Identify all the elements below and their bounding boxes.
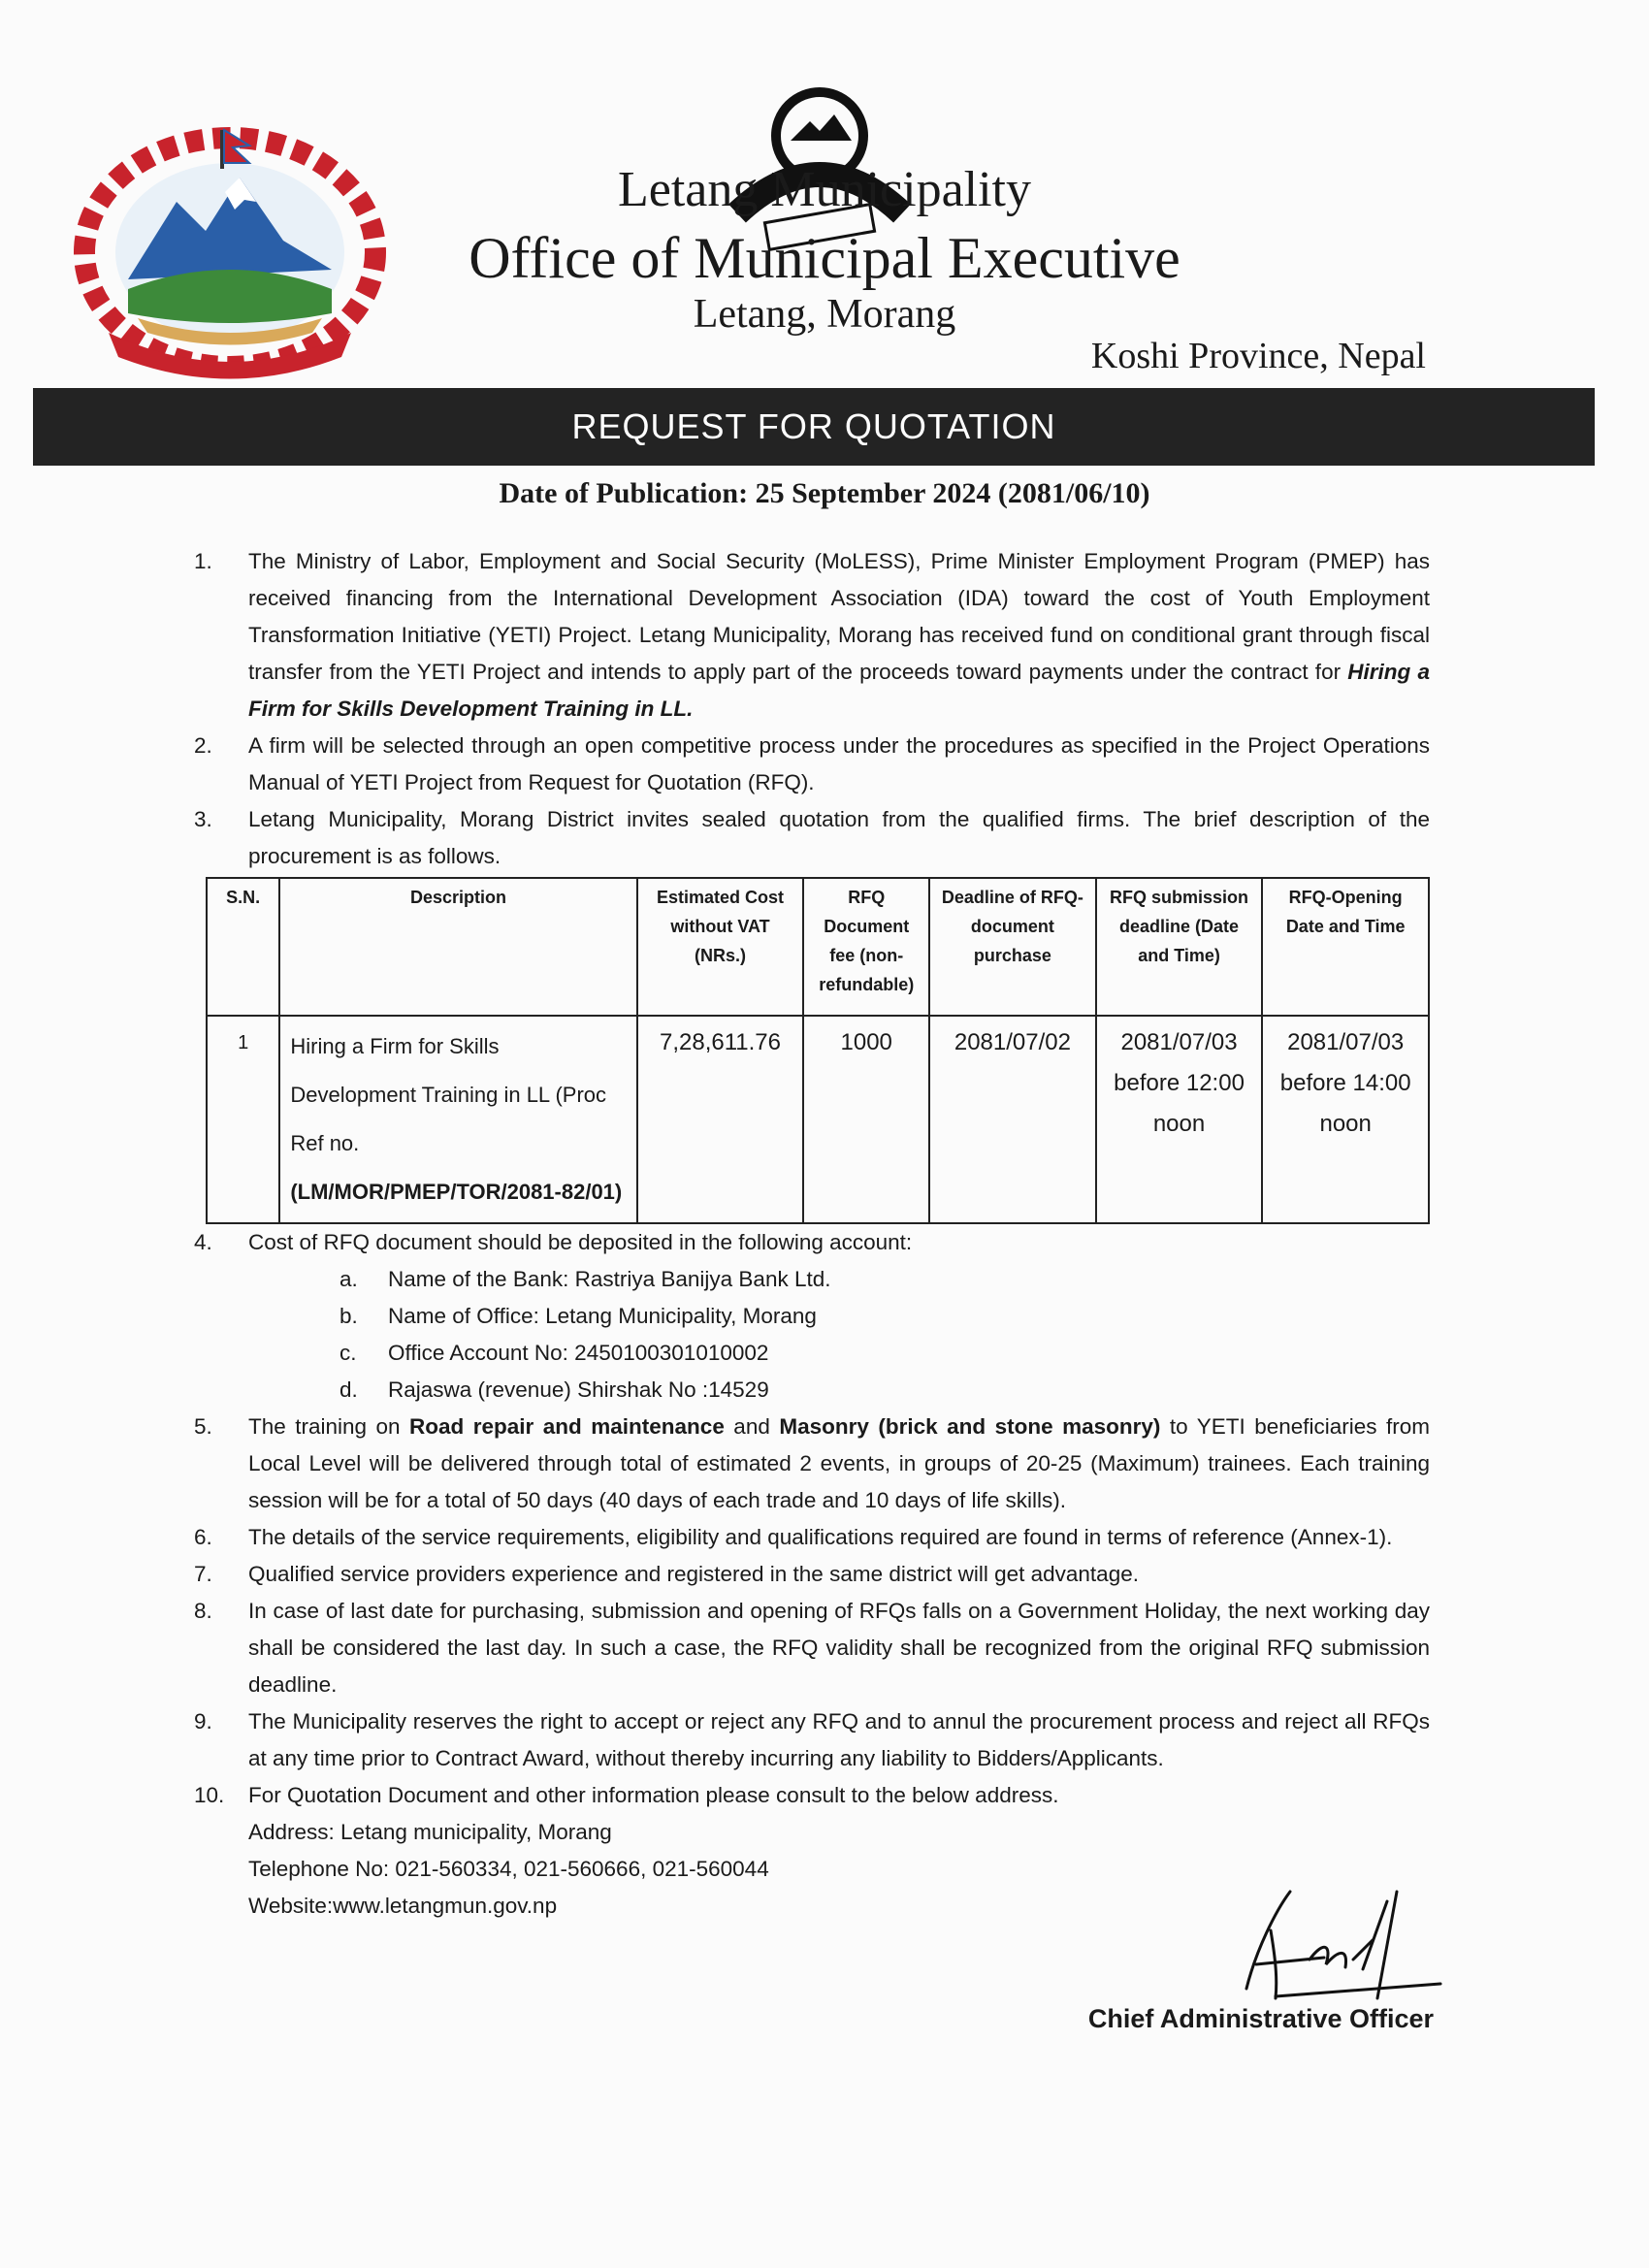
bank-detail-item: c. Office Account No: 2450100301010002 — [340, 1341, 769, 1365]
list-item: 10. For Quotation Document and other information please consult to the below address. Address: Letang municipality, Morang Telephone No: 021-560334, 021-560666, 021-560044 Website:www.letangmun.gov.np — [194, 1783, 1059, 1918]
bank-detail-item: b. Name of Office: Letang Municipality, Morang — [340, 1304, 817, 1328]
signatory-title: Chief Administrative Officer — [1087, 2004, 1434, 2033]
table-row: 1 Hiring a Firm for Skills Development Training in LL (Proc Ref no. (LM/MOR/PMEP/TOR/2081-82/01) 7,28,611.76 1000 2081/07/02 2081/07/03 before 12:00 noon 2081/07/03 before 14:00 noon — [207, 1016, 1429, 1223]
bank-detail-item: a. Name of the Bank: Rastriya Banijya Bank Ltd. — [340, 1267, 831, 1291]
municipality-name: Letang Municipality — [617, 162, 1031, 217]
col-description: Description — [279, 878, 636, 1016]
province-label: Koshi Province, Nepal — [1090, 336, 1426, 376]
office-name: Office of Municipal Executive — [469, 226, 1180, 290]
office-location: Letang, Morang — [693, 292, 956, 337]
contact-website: Website:www.letangmun.gov.np — [248, 1894, 558, 1918]
bank-detail-item: d. Rajaswa (revenue) Shirshak No :14529 — [340, 1377, 769, 1402]
col-deadline-submission: RFQ submission deadline (Date and Time) — [1096, 878, 1263, 1016]
list-item: 1. The Ministry of Labor, Employment and Social Security (MoLESS), Prime Minister Employment Program (PMEP) has received financing from the International Development Association (IDA) toward the cost of Youth Employment Transformation Initiative (YETI) Project. Letang Municipality, Morang has received fund on conditional grant through fiscal transfer from the YETI Project and intends to apply part of the proceeds toward payments under the contract for Hiring a Firm for Skills Development Training in LL. — [194, 549, 1430, 721]
col-deadline-purchase: Deadline of RFQ-document purchase — [929, 878, 1096, 1016]
contact-phone: Telephone No: 021-560334, 021-560666, 021-560044 — [248, 1857, 769, 1881]
col-sn: S.N. — [207, 878, 279, 1016]
contact-address: Address: Letang municipality, Morang — [248, 1820, 612, 1844]
col-opening: RFQ-Opening Date and Time — [1262, 878, 1429, 1016]
col-fee: RFQ Document fee (non-refundable) — [803, 878, 929, 1016]
notice-body — [194, 543, 1430, 1925]
table-header-row — [207, 878, 1429, 1016]
list-item: 2. A firm will be selected through an open competitive process under the procedures as specified in the Project Operations Manual of YETI Project from Request for Quotation (RFQ). — [194, 733, 1430, 794]
signature-icon — [1217, 1872, 1450, 2008]
list-item: 7. Qualified service providers experience and registered in the same district will get advantage. — [194, 1562, 1139, 1586]
title-banner: REQUEST FOR QUOTATION — [33, 388, 1595, 466]
list-item: 3. Letang Municipality, Morang District invites sealed quotation from the qualified firms. The brief description of the procurement is as follows. — [194, 807, 1430, 868]
list-item: 5. The training on Road repair and maintenance and Masonry (brick and stone masonry) to YETI beneficiaries from Local Level will be delivered through total of estimated 2 events, in groups of 20-25 (Maximum) trainees. Each training session will be for a total of 50 days (40 days of each trade and 10 days of life skills). — [194, 1414, 1430, 1512]
procurement-table — [206, 877, 1430, 1224]
publication-date: Date of Publication: 25 September 2024 (2081/06/10) — [499, 477, 1150, 509]
col-cost: Estimated Cost without VAT (NRs.) — [637, 878, 804, 1016]
list-item: 6. The details of the service requirements, eligibility and qualifications required are found in terms of reference (Annex-1). — [194, 1525, 1393, 1549]
list-item: 4. Cost of RFQ document should be deposited in the following account: — [194, 1230, 913, 1254]
list-item: 9. The Municipality reserves the right to accept or reject any RFQ and to annul the procurement process and reject all RFQs at any time prior to Contract Award, without thereby incurring any liability to Bidders/Applicants. — [194, 1709, 1430, 1770]
list-item: 8. In case of last date for purchasing, submission and opening of RFQs falls on a Government Holiday, the next working day shall be considered the last day. In such a case, the RFQ validity shall be recognized from the original RFQ submission deadline. — [194, 1599, 1430, 1697]
